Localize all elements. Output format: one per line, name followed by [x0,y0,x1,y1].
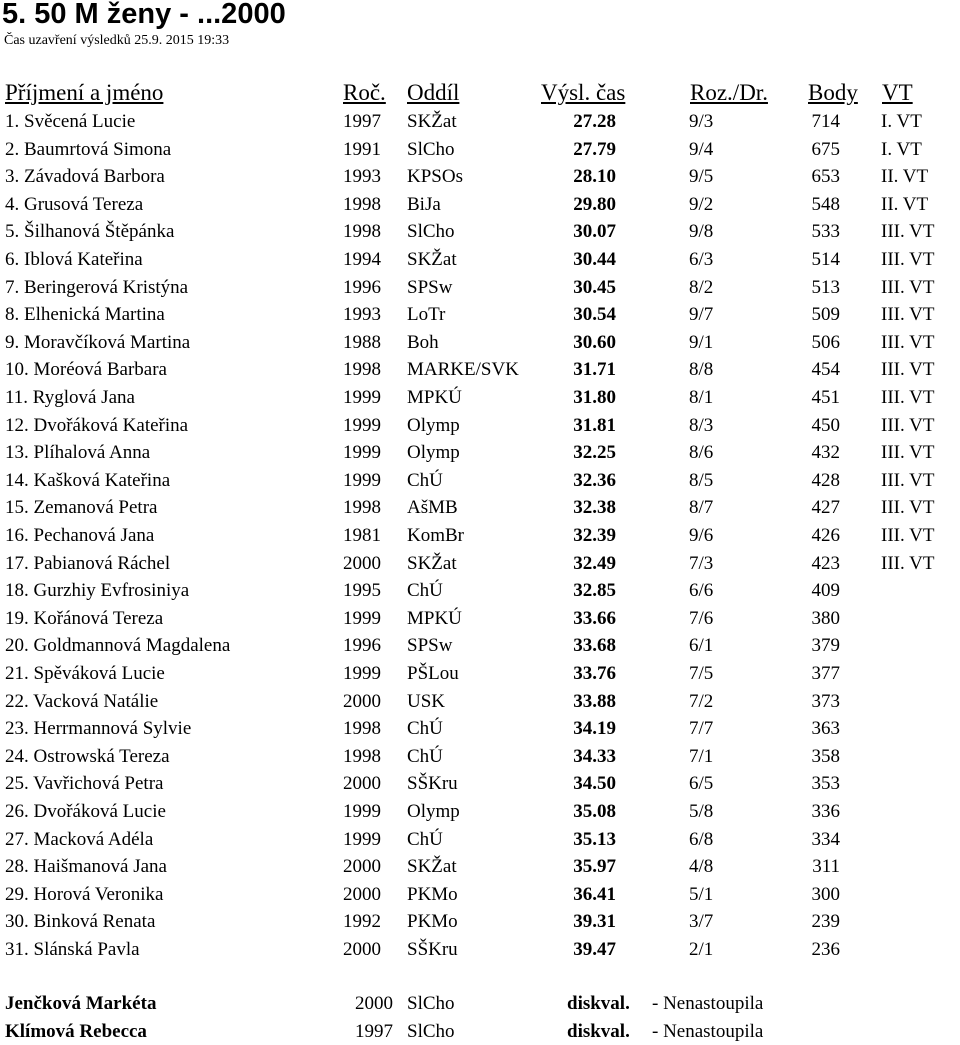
table-row [0,439,960,466]
cell-year: 2000 [343,553,381,574]
cell-round: 5/1 [689,884,714,905]
cell-vt: III. VT [881,359,935,380]
cell-time: 36.41 [573,884,616,905]
cell-name: 16. Pechanová Jana [5,525,155,546]
cell-points: 509 [811,304,840,325]
cell-club: SŠKru [407,939,458,960]
cell-vt: I. VT [881,139,922,160]
cell-round: 9/1 [689,332,714,353]
cell-club: KomBr [407,525,464,546]
cell-year: 1999 [343,663,381,684]
cell-club: MPKÚ [407,387,462,408]
cell-name: 14. Kašková Kateřina [5,470,171,491]
cell-year: 1998 [343,718,381,739]
table-row [0,191,960,218]
header-name: Příjmení a jméno [5,80,164,105]
cell-club: PŠLou [407,663,459,684]
cell-name: 17. Pabianová Ráchel [5,553,171,574]
cell-round: 6/1 [689,635,714,656]
cell-time: 32.25 [573,442,616,463]
table-row [0,881,960,908]
cell-year: 2000 [343,691,381,712]
table-row [0,908,960,935]
cell-year: 1981 [343,525,381,546]
cell-name: 13. Plíhalová Anna [5,442,151,463]
cell-year: 1999 [343,387,381,408]
cell-year: 1991 [343,139,381,160]
cell-time: 32.49 [573,553,616,574]
cell-name: 23. Herrmannová Sylvie [5,718,192,739]
cell-time: 31.81 [573,415,616,436]
cell-round: 6/5 [689,773,714,794]
cell-round: 9/3 [689,111,714,132]
table-row [0,301,960,328]
cell-year: 1998 [343,497,381,518]
cell-name: 5. Šilhanová Štěpánka [5,221,175,242]
table-row [0,826,960,853]
cell-year: 1996 [343,635,381,656]
cell-club: PKMo [407,911,458,932]
cell-year: 1988 [343,332,381,353]
cell-vt: III. VT [881,332,935,353]
cell-year: 1996 [343,277,381,298]
cell-points: 454 [811,359,840,380]
table-row [0,605,960,632]
cell-club: KPSOs [407,166,463,187]
cell-time: 27.79 [573,139,616,160]
cell-points: 428 [811,470,840,491]
table-row [0,108,960,135]
cell-points: 714 [811,111,840,132]
cell-round: 7/5 [689,663,714,684]
cell-vt: III. VT [881,221,935,242]
cell-club: SPSw [407,635,453,656]
dq-club: SlCho [407,993,455,1014]
cell-vt: II. VT [881,194,929,215]
cell-club: SPSw [407,277,453,298]
cell-time: 31.71 [573,359,616,380]
cell-club: Olymp [407,415,460,436]
cell-name: 31. Slánská Pavla [5,939,140,960]
cell-time: 33.76 [573,663,616,684]
table-row [0,356,960,383]
cell-round: 5/8 [689,801,714,822]
cell-year: 2000 [343,773,381,794]
cell-club: ChÚ [407,829,443,850]
cell-year: 1998 [343,221,381,242]
cell-time: 34.50 [573,773,616,794]
cell-name: 21. Spěváková Lucie [5,663,165,684]
cell-year: 2000 [343,939,381,960]
cell-time: 33.88 [573,691,616,712]
cell-points: 311 [812,856,840,877]
cell-round: 8/8 [689,359,714,380]
table-row [0,660,960,687]
cell-round: 9/8 [689,221,714,242]
cell-vt: III. VT [881,553,935,574]
cell-points: 334 [811,829,840,850]
cell-points: 373 [811,691,840,712]
header-time: Výsl. čas [541,80,626,105]
table-row [0,936,960,963]
table-row [0,467,960,494]
cell-name: 8. Elhenická Martina [5,304,165,325]
cell-round: 7/2 [689,691,714,712]
disqualified-row [0,1018,960,1045]
cell-points: 513 [811,277,840,298]
cell-year: 1998 [343,359,381,380]
cell-year: 1998 [343,194,381,215]
table-row [0,550,960,577]
cell-vt: III. VT [881,277,935,298]
cell-round: 3/7 [689,911,714,932]
cell-year: 1994 [343,249,381,270]
cell-club: SKŽat [407,111,457,132]
table-row [0,246,960,273]
cell-round: 9/6 [689,525,714,546]
cell-round: 9/5 [689,166,714,187]
cell-time: 30.45 [573,277,616,298]
cell-round: 6/6 [689,580,714,601]
cell-time: 27.28 [573,111,616,132]
disqualified-row [0,990,960,1017]
table-row [0,577,960,604]
cell-name: 25. Vavřichová Petra [5,773,164,794]
cell-club: Olymp [407,801,460,822]
cell-vt: I. VT [881,111,922,132]
table-row [0,329,960,356]
cell-year: 1993 [343,166,381,187]
cell-name: 7. Beringerová Kristýna [5,277,189,298]
header-round: Roz./Dr. [690,80,768,105]
cell-points: 336 [811,801,840,822]
cell-year: 1999 [343,608,381,629]
header-vt: VT [882,80,913,105]
cell-vt: III. VT [881,387,935,408]
cell-club: Olymp [407,442,460,463]
table-header [0,78,960,108]
cell-name: 29. Horová Veronika [5,884,164,905]
cell-year: 1999 [343,801,381,822]
cell-club: SŠKru [407,773,458,794]
cell-year: 2000 [343,884,381,905]
cell-points: 300 [811,884,840,905]
cell-round: 8/1 [689,387,714,408]
cell-name: 9. Moravčíková Martina [5,332,191,353]
cell-year: 2000 [343,856,381,877]
dq-status: diskval. [567,1021,630,1042]
dq-note: - Nenastoupila [652,1021,764,1042]
cell-club: MPKÚ [407,608,462,629]
cell-points: 427 [811,497,840,518]
cell-name: 28. Haišmanová Jana [5,856,167,877]
cell-points: 548 [811,194,840,215]
cell-name: 4. Grusová Tereza [5,194,144,215]
results-closed-timestamp: Čas uzavření výsledků 25.9. 2015 19:33 [4,33,230,48]
cell-points: 432 [811,442,840,463]
cell-name: 27. Macková Adéla [5,829,154,850]
cell-club: SKŽat [407,249,457,270]
dq-note: - Nenastoupila [652,993,764,1014]
table-row [0,715,960,742]
cell-vt: II. VT [881,166,929,187]
cell-points: 506 [811,332,840,353]
cell-round: 7/6 [689,608,714,629]
cell-time: 35.97 [573,856,616,877]
cell-time: 30.07 [573,221,616,242]
cell-name: 10. Moréová Barbara [5,359,167,380]
cell-time: 35.08 [573,801,616,822]
cell-club: BiJa [407,194,441,215]
cell-club: Boh [407,332,439,353]
cell-round: 9/7 [689,304,714,325]
cell-name: 24. Ostrowská Tereza [5,746,170,767]
cell-time: 28.10 [573,166,616,187]
table-row [0,522,960,549]
cell-club: LoTr [407,304,446,325]
cell-points: 363 [811,718,840,739]
cell-points: 358 [811,746,840,767]
page-title: 5. 50 M ženy - ...2000 [2,0,286,30]
table-row [0,412,960,439]
cell-club: MARKE/SVK [407,359,519,380]
cell-round: 8/3 [689,415,714,436]
cell-club: SlCho [407,139,455,160]
cell-name: 6. Iblová Kateřina [5,249,143,270]
cell-points: 236 [811,939,840,960]
cell-time: 32.38 [573,497,616,518]
cell-vt: III. VT [881,470,935,491]
cell-round: 8/7 [689,497,714,518]
cell-name: 20. Goldmannová Magdalena [5,635,231,656]
cell-year: 1993 [343,304,381,325]
cell-name: 30. Binková Renata [5,911,156,932]
cell-points: 239 [811,911,840,932]
dq-status: diskval. [567,993,630,1014]
table-row [0,798,960,825]
cell-time: 30.44 [573,249,616,270]
cell-club: ChÚ [407,746,443,767]
header-club: Oddíl [407,80,460,105]
cell-year: 1999 [343,442,381,463]
dq-club: SlCho [407,1021,455,1042]
dq-year: 1997 [355,1021,393,1042]
cell-points: 423 [811,553,840,574]
cell-club: SKŽat [407,856,457,877]
cell-time: 32.39 [573,525,616,546]
dq-name: Klímová Rebecca [5,1021,147,1042]
table-row [0,136,960,163]
cell-points: 426 [811,525,840,546]
cell-year: 1997 [343,111,381,132]
cell-name: 11. Ryglová Jana [5,387,135,408]
table-row [0,274,960,301]
cell-name: 3. Závadová Barbora [5,166,165,187]
cell-points: 514 [811,249,840,270]
cell-points: 450 [811,415,840,436]
cell-vt: III. VT [881,497,935,518]
table-row [0,163,960,190]
cell-year: 1995 [343,580,381,601]
cell-name: 15. Zemanová Petra [5,497,158,518]
cell-vt: III. VT [881,304,935,325]
cell-year: 1999 [343,415,381,436]
cell-time: 35.13 [573,829,616,850]
cell-club: SlCho [407,221,455,242]
cell-round: 6/3 [689,249,714,270]
cell-time: 31.80 [573,387,616,408]
cell-round: 9/4 [689,139,714,160]
cell-name: 12. Dvořáková Kateřina [5,415,189,436]
table-row [0,218,960,245]
cell-time: 30.60 [573,332,616,353]
table-row [0,494,960,521]
cell-club: AšMB [407,497,458,518]
dq-year: 2000 [355,993,393,1014]
cell-points: 379 [811,635,840,656]
cell-club: SKŽat [407,553,457,574]
cell-time: 29.80 [573,194,616,215]
cell-club: ChÚ [407,718,443,739]
cell-round: 4/8 [689,856,714,877]
cell-round: 2/1 [689,939,714,960]
cell-time: 33.66 [573,608,616,629]
cell-round: 7/3 [689,553,714,574]
table-row [0,384,960,411]
header-year: Roč. [343,80,386,105]
cell-name: 26. Dvořáková Lucie [5,801,166,822]
cell-time: 30.54 [573,304,616,325]
cell-round: 7/7 [689,718,714,739]
table-row [0,688,960,715]
cell-round: 7/1 [689,746,714,767]
cell-club: PKMo [407,884,458,905]
cell-time: 34.33 [573,746,616,767]
cell-year: 1992 [343,911,381,932]
cell-name: 22. Vacková Natálie [5,691,159,712]
cell-time: 32.85 [573,580,616,601]
cell-name: 1. Svěcená Lucie [5,111,136,132]
cell-vt: III. VT [881,415,935,436]
cell-vt: III. VT [881,525,935,546]
cell-year: 1999 [343,829,381,850]
cell-vt: III. VT [881,442,935,463]
cell-points: 533 [811,221,840,242]
cell-year: 1998 [343,746,381,767]
dq-name: Jenčková Markéta [5,993,157,1014]
cell-round: 9/2 [689,194,714,215]
table-row [0,632,960,659]
cell-points: 653 [811,166,840,187]
cell-points: 377 [811,663,840,684]
table-row [0,770,960,797]
cell-round: 8/6 [689,442,714,463]
cell-club: USK [407,691,446,712]
header-points: Body [808,80,858,105]
cell-club: ChÚ [407,470,443,491]
cell-round: 8/2 [689,277,714,298]
cell-round: 6/8 [689,829,714,850]
table-row [0,743,960,770]
cell-name: 19. Kořánová Tereza [5,608,164,629]
cell-time: 39.47 [573,939,616,960]
table-row [0,853,960,880]
cell-points: 409 [811,580,840,601]
cell-name: 18. Gurzhiy Evfrosiniya [5,580,190,601]
cell-points: 451 [811,387,840,408]
cell-club: ChÚ [407,580,443,601]
cell-points: 380 [811,608,840,629]
cell-vt: III. VT [881,249,935,270]
cell-name: 2. Baumrtová Simona [5,139,172,160]
cell-points: 353 [811,773,840,794]
cell-time: 33.68 [573,635,616,656]
cell-year: 1999 [343,470,381,491]
cell-points: 675 [811,139,840,160]
cell-time: 34.19 [573,718,616,739]
cell-time: 32.36 [573,470,616,491]
cell-time: 39.31 [573,911,616,932]
cell-round: 8/5 [689,470,714,491]
